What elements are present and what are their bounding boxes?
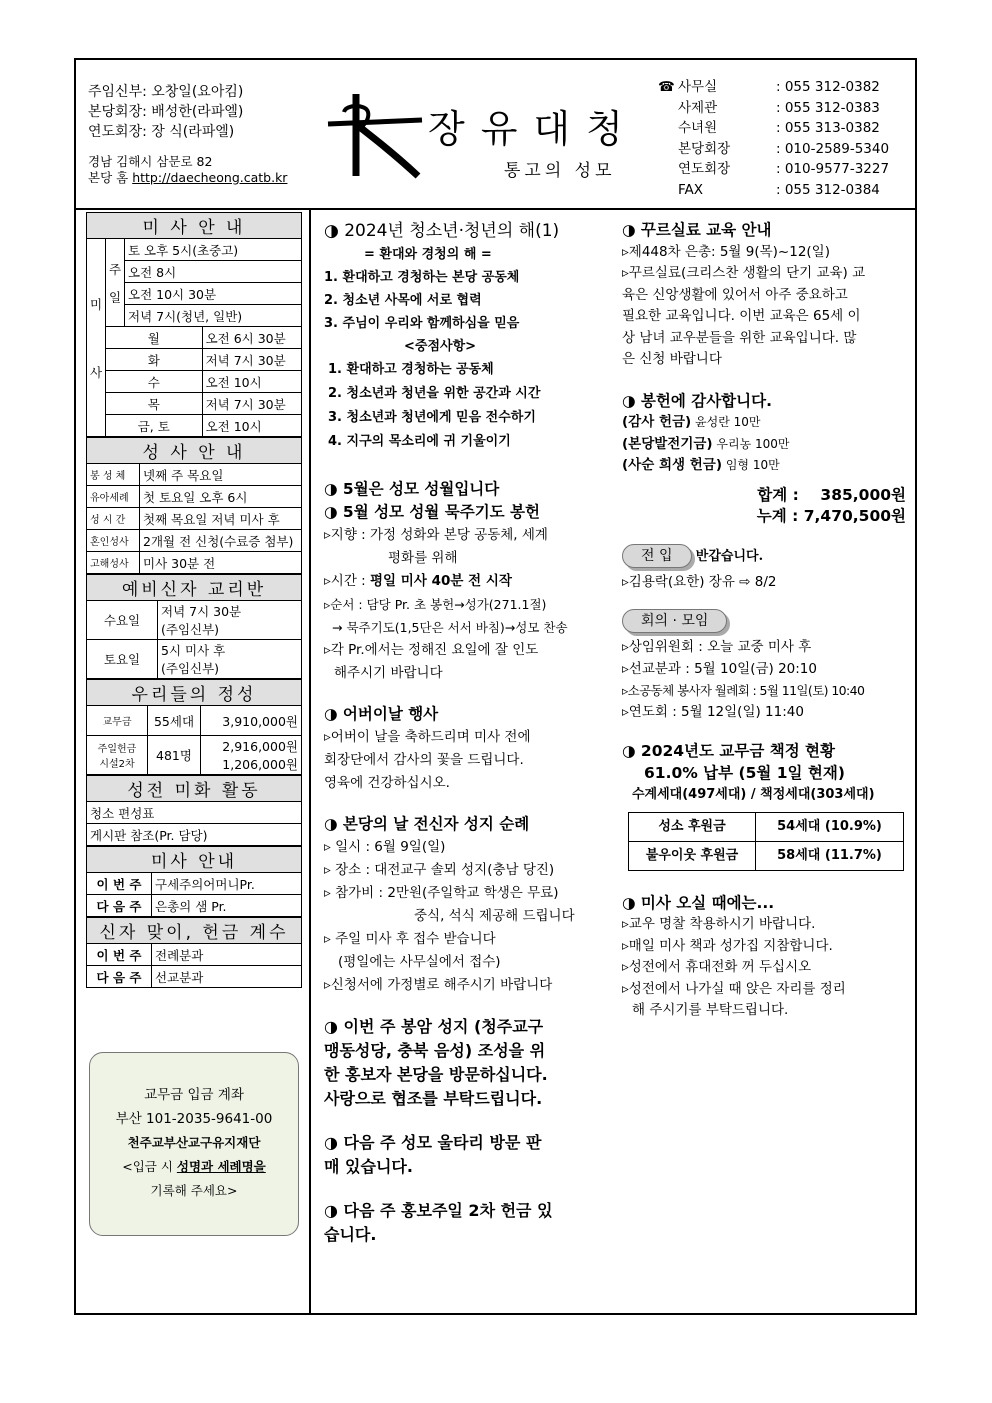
header	[76, 60, 915, 210]
parish-subtitle: 통고의 성모	[504, 161, 616, 181]
altar-table: 성전 미화 활동 청소 편성표 게시판 참조(Pr. 담당)	[86, 775, 302, 846]
altar-title: 성전 미화 활동	[87, 776, 302, 802]
catechism-table: 예비신자 교리반 수요일 저녁 7시 30분 (주임신부) 토요일 5시 미사 후 (주임신부)	[86, 574, 302, 679]
notice-bongam: ◑ 이번 주 봉암 성지 (청주교구 맹동성당, 충북 음성) 조성을 위 한 홍보자 본당을 방문하십니다. 사랑으로 협조를 부탁드립니다.	[324, 1017, 548, 1108]
greeting-table: 신자 맞이, 헌금 계수 이 번 주 전례분과 다 음 주 선교분과	[86, 917, 302, 988]
column-divider	[309, 208, 311, 1315]
mass-duty-table: 미사 안내 이 번 주 구세주의어머니Pr. 다 음 주 은총의 샘 Pr.	[86, 846, 302, 917]
home-label: 본당 홈	[88, 170, 129, 185]
sacrament-table: 성 사 안 내 봉 성 체 넷째 주 목요일 유아세례 첫 토요일 오후 6시 성 시 간 첫째 목요일 저녁 미사 후 혼인성사 2개월 전 신청(수료증 첨부) 고해성사 미사 30분 전	[86, 437, 302, 574]
phone-icon: ☎	[658, 79, 675, 95]
contact-list	[658, 77, 889, 200]
dues-title: ◑ 2024년도 교무금 책정 현황	[622, 742, 836, 760]
pilgrimage-title: ◑ 본당의 날 전신자 성지 순례	[324, 815, 530, 833]
may-title: ◑ 5월은 성모 성월입니다	[324, 480, 500, 498]
priest-name: 주임신부: 오창일(요아킴)	[88, 84, 244, 100]
mass-duty-title: 미사 안내	[87, 847, 302, 873]
bulletin-frame	[74, 58, 917, 1315]
contact-row: ☎ 사무실 : 055 312-0382	[658, 77, 889, 98]
rosary-title: ◑ 5월 성모 성월 묵주기도 봉헌	[324, 503, 540, 521]
notice-fence: ◑ 다음 주 성모 울타리 방문 판 매 있습니다.	[324, 1133, 542, 1176]
contact-row: 연도회장 : 010-9577-3227	[678, 161, 890, 177]
offering-table: 우리들의 정성 교무금 55세대 3,910,000원 주일헌금 시설2차 481명 2,916,000원 1,206,000원	[86, 679, 302, 775]
contact-row: 본당회장 : 010-2589-5340	[678, 140, 890, 157]
offering-title: 우리들의 정성	[87, 680, 302, 706]
parents-day-title: ◑ 어버이날 행사	[324, 705, 439, 723]
dues-table: 성소 후원금 54세대 (10.9%) 불우이웃 후원금 58세대 (11.7%)	[628, 812, 904, 871]
yeondo-president: 연도회장: 장 식(라파엘)	[88, 124, 235, 140]
parish-president: 본당회장: 배성한(라파엘)	[88, 104, 244, 120]
mass-schedule-table: 미 사 안 내 미 사 주 일 토 오후 5시(초중고) 오전 8시 오전 10시 30분 저녁 7시(청년, 일반) 월 오전 6시 30분 화 저녁 7시 30분 수 오전 10시 목 저녁 7시 30분 금, 토 오전 10시	[86, 212, 302, 437]
notice-promo: ◑ 다음 주 홍보주일 2차 헌금 있 습니다.	[324, 1201, 553, 1244]
account-box: 교무금 입금 계좌 부산 101-2035-9641-00 천주교부산교구유지재단 <입금 시 성명과 세례명을 기록해 주세요>	[89, 1052, 299, 1236]
thanks-title: ◑ 봉헌에 감사합니다.	[622, 391, 772, 410]
youth-year-title: ◑ 2024년 청소년·청년의 해(1)	[324, 221, 560, 241]
sacrament-title: 성 사 안 내	[87, 438, 302, 464]
contact-row: 사제관 : 055 312-0383	[678, 99, 880, 116]
greeting-title: 신자 맞이, 헌금 계수	[87, 918, 302, 944]
meeting-pill: 회의 · 모임	[622, 609, 727, 633]
cursillo-title: ◑ 꾸르실료 교육 안내	[622, 221, 772, 239]
mass-schedule-title: 미 사 안 내	[87, 213, 302, 239]
address: 경남 김해시 삼문로 82	[88, 154, 213, 169]
middle-column: ◑ 2024년 청소년·청년의 해(1) = 환대와 경청의 해 = 1. 환대하고 경청하는 본당 공동체 2. 청소년 사목에 서로 협력 3. 주님이 우리와 함께하심을 믿음 <중점사항> 1. 환대하고 경청하는 공동체 2. 청소년과 청년을 위한 공간과 시간 3. 청소년과 청년에게 믿음 전수하기 4. 지구의 목소리에 귀 기울이기 ◑ 5월은 성모 성월입니다 ◑ 5월 성모 성월 묵주기도 봉헌 ▹지향 : 가정 성화와 본당 공동체, 세계 평화를 위해 ▹시간 : 평일 미사 40분 전 시작 ▹순서 : 담당 Pr. 초 봉헌→성가(271.1절) → 묵주기도(1,5단은 서서 바침)→성모 찬송 ▹각 Pr.에서는 정해진 요일에 잘 인도 해주시기 바랍니다 ◑ 어버이날 행사 ▹어버이 날을 축하드리며 미사 전에 회장단에서 감사의 꽃을 드립니다. 영육에 건강하십시오. ◑ 본당의 날 전신자 성지 순례 ▹ 일시 : 6월 9일(일) ▹ 장소 : 대전교구 솔뫼 성지(충남 당진) ▹ 참가비 : 2만원(주일학교 학생은 무료) 중식, 석식 제공해 드립니다 ▹ 주일 미사 후 접수 받습니다 (평일에는 사무실에서 접수) ▹신청서에 가정별로 해주시기 바랍니다 ◑ 이번 주 봉암 성지 (청주교구 맹동성당, 충북 음성) 조성을 위 한 홍보자 본당을 방문하십니다. 사랑으로 협조를 부탁드립니다. ◑ 다음 주 성모 울타리 방문 판 매 있습니다. ◑ 다음 주 홍보주일 2차 헌금 있 습니다.	[324, 220, 624, 1247]
parish-title: 장유대청	[428, 107, 639, 151]
clergy-info	[88, 82, 287, 186]
right-column: ◑ 꾸르실료 교육 안내 ▹제448차 은총: 5월 9(목)~12(일) ▹꾸르실료(크리스찬 생활의 단기 교육) 교 육은 신앙생활에 있어서 아주 중요하고 필요한 교육입니다. 이번 교육은 65세 이 상 남녀 교우분들을 위한 교육입니다. 많 은 신청 바랍니다 ◑ 봉헌에 감사합니다. (감사 헌금) 윤성란 10만 (본당발전기금) 우리농 100만 (사순 희생 헌금) 임형 10만 합계 : 385,000원 누계 : 7,470,500원 전 입 반갑습니다. ▹김용락(요한) 장유 ⇨ 8/2 회의 · 모임 ▹상임위원회 : 오늘 교중 미사 후 ▹선교분과 : 5월 10일(금) 20:10 ▹소공동체 봉사자 월례회 : 5월 11일(토) 10:40 ▹연도회 : 5월 12일(일) 11:40 ◑ 2024년도 교무금 책정 현황 61.0% 납부 (5월 1일 현재) 수계세대(497세대) / 책정세대(303세대) 성소 후원금 54세대 (10.9%) 불우이웃 후원금 58세대 (11.7%) ◑ 미사 오실 때에는... ▹교우 명찰 착용하시기 바랍니다. ▹매일 미사 책과 성가집 지참합니다. ▹성전에서 휴대전화 꺼 두십시오 ▹성전에서 나가실 때 앉은 자리를 정리 해 주시기를 부탁드립니다.	[622, 220, 912, 1022]
mass-etiquette-title: ◑ 미사 오실 때에는...	[622, 893, 775, 912]
catechism-title: 예비신자 교리반	[87, 575, 302, 601]
cross-logo-icon	[326, 90, 424, 180]
left-column	[86, 212, 302, 988]
contact-row: 수녀원 : 055 313-0382	[678, 120, 880, 136]
contact-row: FAX : 055 312-0384	[678, 181, 880, 198]
move-in-pill: 전 입	[622, 544, 692, 568]
home-link[interactable]: http://daecheong.catb.kr	[132, 170, 288, 185]
